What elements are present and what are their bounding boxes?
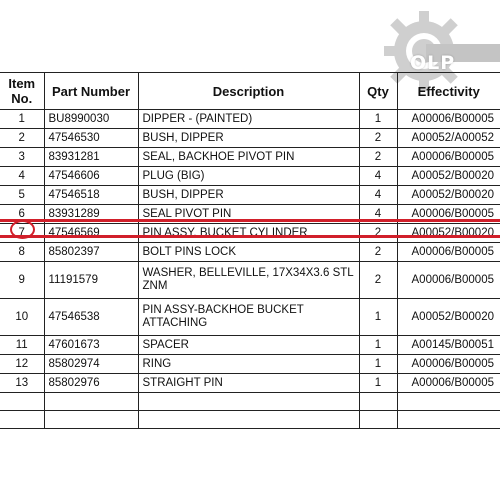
cell-item: 3 (0, 148, 44, 167)
cell-qty: 1 (359, 336, 397, 355)
header-item-no: Item No. (0, 73, 44, 110)
cell-effectivity: A00052/B00020 (397, 224, 500, 243)
cell-qty: 1 (359, 110, 397, 129)
cell-item: 10 (0, 299, 44, 336)
table-row-highlighted (0, 224, 500, 243)
logo-text: OLP (410, 52, 456, 74)
cell-item: 12 (0, 355, 44, 374)
cell-effectivity: A00006/B00005 (397, 148, 500, 167)
cell-description: PLUG (BIG) (138, 167, 359, 186)
cell-part-number: 47601673 (44, 336, 138, 355)
cell-description: STRAIGHT PIN (138, 374, 359, 393)
table-row (0, 167, 500, 186)
cell-part-number: 11191579 (44, 262, 138, 299)
table-row-empty (0, 393, 500, 411)
cell-qty: 2 (359, 262, 397, 299)
cell-qty: 2 (359, 243, 397, 262)
table-row (0, 299, 500, 336)
cell-description: BOLT PINS LOCK (138, 243, 359, 262)
parts-table (0, 72, 500, 429)
cell-qty: 4 (359, 205, 397, 224)
cell-effectivity: A00006/B00005 (397, 110, 500, 129)
cell-description: PIN ASSY, BUCKET CYLINDER (138, 224, 359, 243)
cell-part-number: 85802976 (44, 374, 138, 393)
header-qty: Qty (359, 73, 397, 110)
cell-part-number: 85802974 (44, 355, 138, 374)
cell-effectivity: A00006/B00005 (397, 355, 500, 374)
table-row (0, 262, 500, 299)
table-row (0, 243, 500, 262)
cell-qty: 1 (359, 374, 397, 393)
cell-effectivity: A00052/B00020 (397, 299, 500, 336)
cell-part-number: 83931281 (44, 148, 138, 167)
cell-part-number: 47546518 (44, 186, 138, 205)
cell-part-number: 83931289 (44, 205, 138, 224)
cell-item: 11 (0, 336, 44, 355)
cell-part-number: 47546569 (44, 224, 138, 243)
cell-description: WASHER, BELLEVILLE, 17X34X3.6 STL ZNM (138, 262, 359, 299)
cell-qty: 2 (359, 224, 397, 243)
cell-effectivity: A00006/B00005 (397, 262, 500, 299)
header-effectivity: Effectivity (397, 73, 500, 110)
cell-part-number: BU8990030 (44, 110, 138, 129)
cell-effectivity: A00052/A00052 (397, 129, 500, 148)
cell-effectivity: A00052/B00020 (397, 167, 500, 186)
cell-qty: 1 (359, 355, 397, 374)
cell-item: 9 (0, 262, 44, 299)
cell-item: 1 (0, 110, 44, 129)
cell-effectivity: A00145/B00051 (397, 336, 500, 355)
cell-item: 8 (0, 243, 44, 262)
table-row (0, 110, 500, 129)
cell-part-number: 47546606 (44, 167, 138, 186)
table-row (0, 129, 500, 148)
table-row (0, 205, 500, 224)
cell-description: SEAL PIVOT PIN (138, 205, 359, 224)
cell-qty: 4 (359, 186, 397, 205)
cell-effectivity: A00052/B00020 (397, 186, 500, 205)
header-part-number: Part Number (44, 73, 138, 110)
cell-item: 6 (0, 205, 44, 224)
cell-description: RING (138, 355, 359, 374)
cell-description: BUSH, DIPPER (138, 186, 359, 205)
table-header-row (0, 73, 500, 110)
table-row (0, 186, 500, 205)
cell-part-number: 47546530 (44, 129, 138, 148)
cell-qty: 2 (359, 129, 397, 148)
cell-description: SPACER (138, 336, 359, 355)
cell-effectivity: A00006/B00005 (397, 374, 500, 393)
cell-item: 5 (0, 186, 44, 205)
cell-qty: 2 (359, 148, 397, 167)
cell-description: PIN ASSY-BACKHOE BUCKET ATTACHING (138, 299, 359, 336)
cell-description: SEAL, BACKHOE PIVOT PIN (138, 148, 359, 167)
cell-description: DIPPER - (PAINTED) (138, 110, 359, 129)
table-row (0, 148, 500, 167)
cell-item: 2 (0, 129, 44, 148)
cell-item: 13 (0, 374, 44, 393)
cell-item: 7 (0, 224, 44, 243)
table-row (0, 374, 500, 393)
cell-part-number: 85802397 (44, 243, 138, 262)
header-description: Description (138, 73, 359, 110)
cell-item: 4 (0, 167, 44, 186)
table-row (0, 355, 500, 374)
cell-qty: 4 (359, 167, 397, 186)
cell-description: BUSH, DIPPER (138, 129, 359, 148)
cell-part-number: 47546538 (44, 299, 138, 336)
cell-effectivity: A00006/B00005 (397, 205, 500, 224)
cell-effectivity: A00006/B00005 (397, 243, 500, 262)
table-row (0, 336, 500, 355)
table-row-empty (0, 411, 500, 429)
cell-qty: 1 (359, 299, 397, 336)
